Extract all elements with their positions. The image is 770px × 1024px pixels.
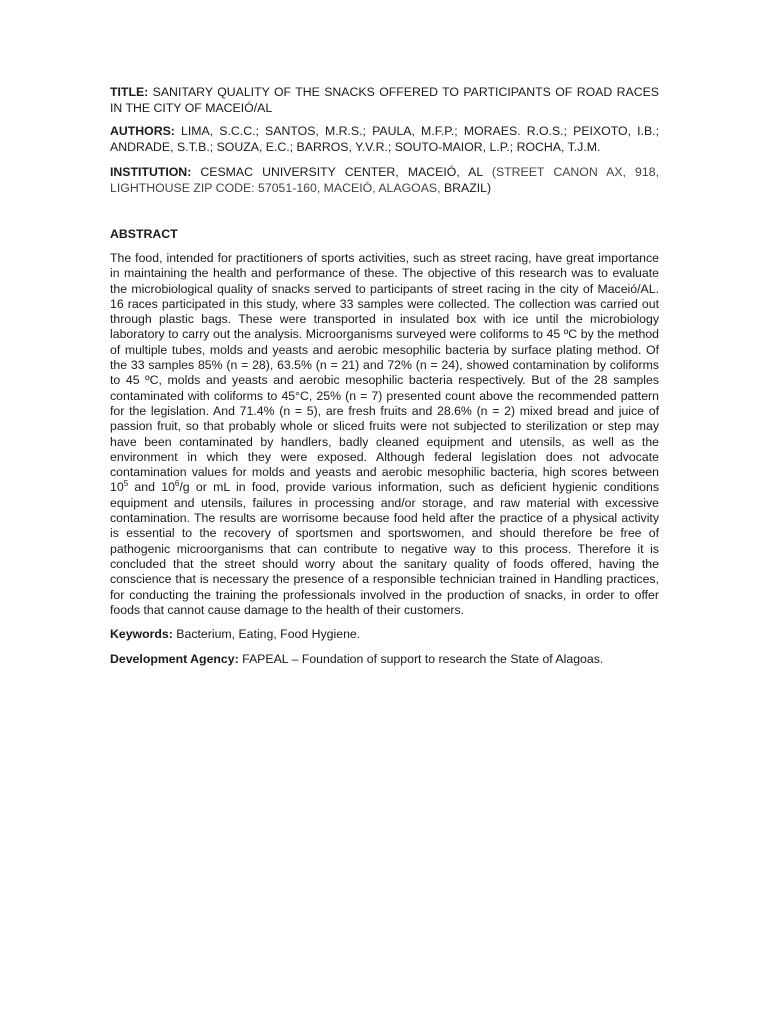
abstract-text-part1: The food, intended for practitioners of sports activities, such as street racing, have great importance in maintaining the health and performance of these. The objective of this research was to evaluate the microbiological quality of snacks served to participants of street racing in the city of Maceió/AL. 16 races participated in this study, where 33 samples were collected. The collection was carried out through plastic bags. These were transported in insulated box with ice until the microbiology laboratory to carry out the analysis. Microorganisms surveyed were coliforms to 45 ºC by the method of multiple tubes, molds and yeasts and aerobic mesophilic bacteria by surface plating method. Of the 33 samples 85% (n = 28), 63.5% (n = 21) and 72% (n = 24), showed contamination by coliforms to 45 ºC, molds and yeasts and aerobic mesophilic bacteria respectively. But of the 28 samples contaminated with coliforms to 45°C, 25% (n = 7) presented count above the recommended pattern for the legislation. And 71.4% (n = 5), are fresh fruits and 28.6% (n = 2) mixed bread and juice of passion fruit, so that probably whole or sliced fruits were not subjected to sterilization or step may have been contaminated by handlers, badly cleaned equipment and utensils, as well as the environment in which they were exposed. Although federal legislation does not advocate contamination values for molds and yeasts and aerobic mesophilic bacteria, high scores between 10 (110, 251, 659, 495)
institution-name: CESMAC UNIVERSITY CENTER, MACEIÓ, AL (200, 165, 483, 179)
institution-address: (STREET CANON AX, 918, LIGHTHOUSE ZIP CODE: 57051-160, MACEIÓ, ALAGOAS, (110, 165, 659, 195)
abstract-text-part2: and 10 (128, 480, 175, 495)
document-page (110, 84, 659, 667)
authors-label: AUTHORS: (110, 124, 175, 138)
abstract-superscript-2: 6 (174, 479, 180, 489)
authors-block (110, 123, 659, 155)
agency-label: Development Agency: (110, 652, 239, 667)
abstract-superscript-1: 5 (123, 479, 129, 489)
authors-text: LIMA, S.C.C.; SANTOS, M.R.S.; PAULA, M.F.P.; MORAES. R.O.S.; PEIXOTO, I.B.; ANDRADE, S.T.B.; SOUZA, E.C.; BARROS, Y.V.R.; SOUTO-MAIOR, L.P.; ROCHA, T.J.M. (110, 124, 659, 154)
title-label: TITLE: (110, 85, 149, 99)
keywords-label: Keywords: (110, 627, 173, 642)
abstract-text-part3: /g or mL in food, provide various information, such as deficient hygienic conditions equipment and utensils, failures in processing and/or storage, and raw material with excessive contamination. The results are worrisome because food held after the practice of a physical activity is essential to the recovery of sportsmen and sportswomen, and should therefore be free of pathogenic microorganisms that can contribute to negative way to this process. Therefore it is concluded that the street should worry about the sanitary quality of foods offered, having the conscience that is necessary the presence of a responsible technician trained in Handling practices, for conducting the training the professionals involved in the production of snacks, in order to offer foods that cannot cause damage to the health of their customers. (110, 480, 659, 617)
title-block (110, 84, 659, 116)
institution-country: BRAZIL) (443, 181, 492, 195)
abstract-heading: ABSTRACT (110, 227, 178, 241)
keywords-block (110, 626, 659, 642)
abstract-body (110, 251, 659, 618)
institution-block (110, 164, 659, 196)
title-text: SANITARY QUALITY OF THE SNACKS OFFERED TO PARTICIPANTS OF ROAD RACES IN THE CITY OF MACEIÓ/AL (110, 85, 659, 115)
agency-text: FAPEAL – Foundation of support to research the State of Alagoas. (242, 652, 604, 667)
agency-block (110, 651, 659, 667)
institution-label: INSTITUTION: (110, 165, 192, 179)
keywords-text: Bacterium, Eating, Food Hygiene. (176, 627, 361, 642)
